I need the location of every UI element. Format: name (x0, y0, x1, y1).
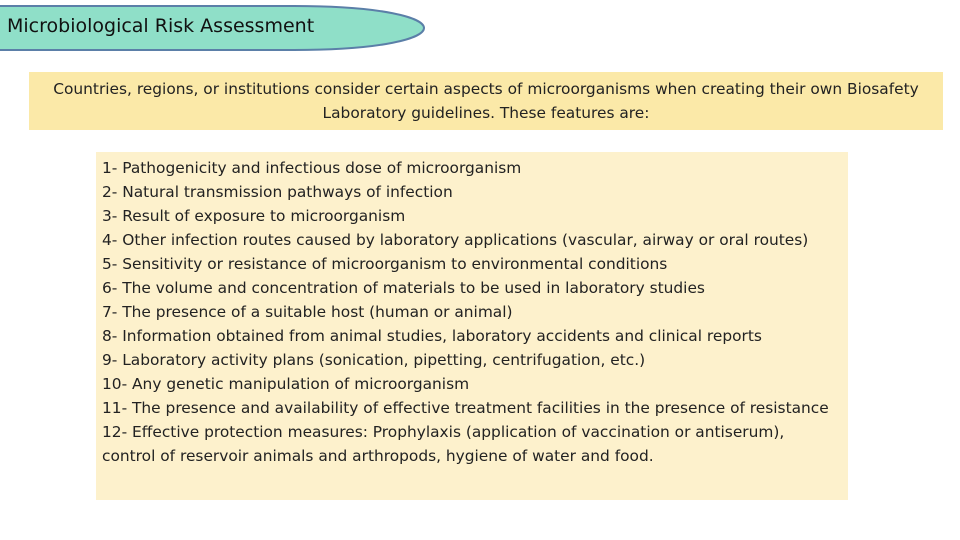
list-item: 5- Sensitivity or resistance of microorganism to environmental conditions (102, 255, 668, 273)
list-item: 1- Pathogenicity and infectious dose of microorganism (102, 159, 522, 177)
list-item: 11- The presence and availability of effective treatment facilities in the presence of resistance (102, 399, 829, 417)
list-item: 7- The presence of a suitable host (human or animal) (102, 303, 513, 321)
list-item: 10- Any genetic manipulation of microorganism (102, 375, 470, 393)
list-item: 9- Laboratory activity plans (sonication, pipetting, centrifugation, etc.) (102, 351, 646, 369)
page-title: Microbiological Risk Assessment (7, 15, 315, 37)
list-item: 4- Other infection routes caused by laboratory applications (vascular, airway or oral routes) (102, 231, 809, 249)
list-item: 12- Effective protection measures: Prophylaxis (application of vaccination or antiserum), control of reservoir animals and arthropods, hygiene of water and food. (102, 423, 785, 465)
intro-text: Countries, regions, or institutions consider certain aspects of microorganisms when creating their own Biosafety Laboratory guidelines. These features are: (53, 80, 919, 122)
list-item: 3- Result of exposure to microorganism (102, 207, 406, 225)
list-item: 6- The volume and concentration of materials to be used in laboratory studies (102, 279, 705, 297)
list-item: 2- Natural transmission pathways of infection (102, 183, 453, 201)
feature-list (102, 156, 840, 468)
list-item: 8- Information obtained from animal studies, laboratory accidents and clinical reports (102, 327, 762, 345)
